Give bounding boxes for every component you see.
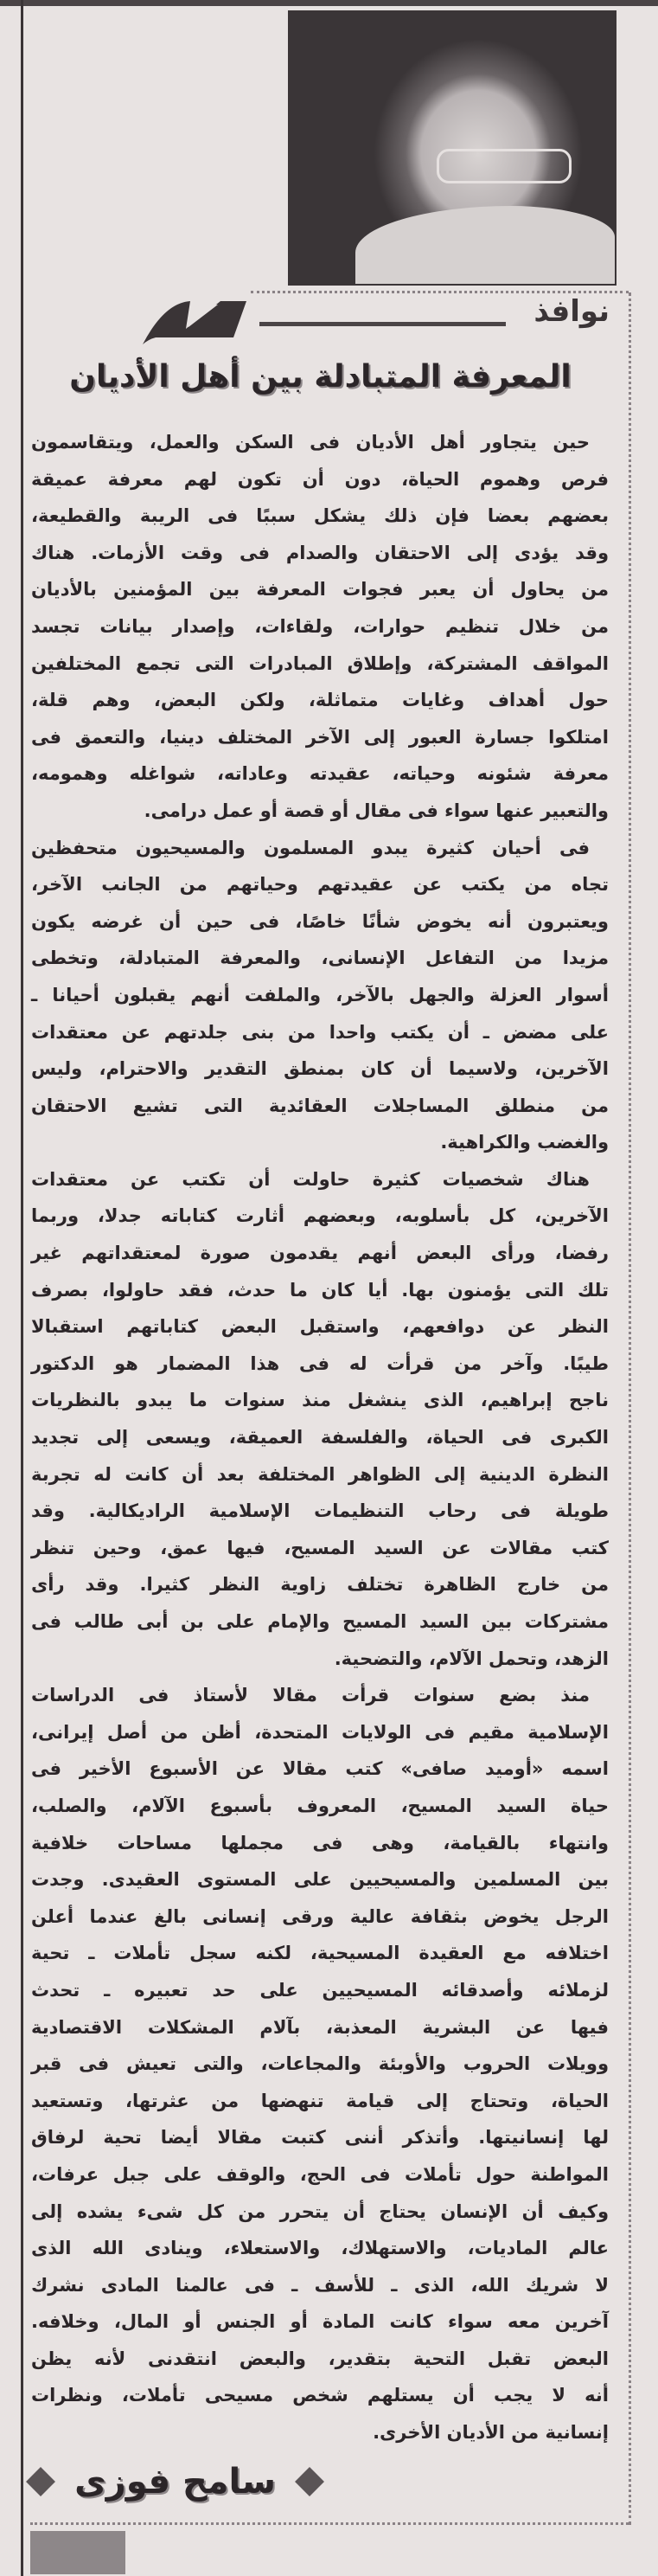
text-line: مزيدا من التفاعل الإنسانى، والمعرفة المتبادلة، وتخطى xyxy=(31,948,609,969)
gray-block xyxy=(30,2531,125,2574)
author-photo xyxy=(288,10,616,286)
column-rule xyxy=(21,0,23,2576)
article-body xyxy=(31,424,609,2451)
text-line: الحياة، وتحتاج إلى قيامة تنهضها من عثرتها، وتستعيد xyxy=(31,2090,609,2111)
text-line: حياة السيد المسيح، المعروف بأسبوع الآلام، والصلب، xyxy=(31,1795,609,1816)
paragraph xyxy=(31,1161,609,1677)
text-line: حين يتجاور أهل الأديان فى السكن والعمل، ويتقاسمون xyxy=(31,432,590,453)
text-line: هناك شخصيات كثيرة حاولت أن تكتب عن معتقدات xyxy=(31,1168,590,1190)
text-line: معرفة شئونه وحياته، عقيدته وعاداته، شواغله وهمومه، xyxy=(31,763,609,785)
text-line: من خارج الظاهرة تختلف زاوية النظر كثيرا. وقد رأى xyxy=(31,1574,609,1596)
text-line: أسوار العزلة والجهل بالآخر، والملفت أنهم يقبلون أحيانا ـ xyxy=(31,984,609,1005)
text-line: فيها عن البشرية المعذبة، بآلام المشكلات الاقتصادية xyxy=(31,2016,609,2038)
author-name: سامح فوزى xyxy=(74,2462,276,2502)
text-line: ويعتبرون أنه يخوض شأنًا خاصًا، فى حين أن غرضه يكون xyxy=(31,910,609,932)
text-line: المواقف المشتركة، وإطلاق المبادرات التى تجمع المختلفين xyxy=(31,652,609,674)
text-line: الإسلامية مقيم فى الولايات المتحدة، أظن من أصل إيرانى، xyxy=(31,1721,609,1743)
text-line: النظرة الدينية إلى الظواهر المختلفة بعد أن كانت له تجربة xyxy=(31,1463,609,1485)
text-line: الرجل يخوض بثقافة عالية ورقى إنسانى بالغ عندما أعلن xyxy=(31,1905,609,1927)
text-line: والغضب والكراهية. xyxy=(440,1132,609,1153)
section-label: نوافذ xyxy=(533,294,610,329)
text-line: البعض تقبل التحية بتقدير، والبعض انتقدنى لأنه يظن xyxy=(31,2348,609,2369)
text-line: إنسانية من الأديان الأخرى. xyxy=(373,2422,609,2444)
section-underline xyxy=(259,322,506,326)
paragraph xyxy=(31,830,609,1161)
dotted-header-border xyxy=(251,291,629,293)
section-logo-icon xyxy=(138,294,251,346)
text-line: بين المسلمين والمسيحيين على المستوى العقيدى. وجدت xyxy=(31,1869,609,1891)
photo-glasses xyxy=(437,149,572,183)
diamond-icon xyxy=(26,2467,55,2496)
text-line: بعضهم بعضا فإن ذلك يشكل سببًا فى الريبة والقطيعة، xyxy=(31,505,609,527)
text-line: منذ بضع سنوات قرأت مقالا لأستاذ فى الدراسات xyxy=(31,1685,590,1706)
text-line: وقد يؤدى إلى الاحتقان والصدام فى وقت الأزمات. هناك xyxy=(31,542,609,563)
text-line: الآخرين، ولاسيما أن كان بمنطق التقدير والاحترام، وليس xyxy=(31,1058,609,1080)
text-line: حول أهداف وغايات متماثلة، ولكن البعض، وهم قلة، xyxy=(31,690,609,711)
text-line: فى أحيان كثيرة يبدو المسلمون والمسيحيون متحفظين xyxy=(31,837,590,858)
text-line: كتب مقالات عن السيد المسيح، فيها عمق، وحين تنظر xyxy=(31,1537,609,1558)
photo-shoulders xyxy=(355,206,615,284)
paragraph xyxy=(31,424,609,830)
text-line: والتعبير عنها سواء فى مقال أو قصة أو عمل درامى. xyxy=(144,800,609,821)
text-line: الآخرين، كل بأسلوبه، وبعضهم أثارت كتاباته جدلا، وربما xyxy=(31,1205,609,1227)
text-line: النظر عن دوافعهم، واستقبل البعض كتاباتهم استقبالا xyxy=(31,1316,609,1338)
article-title: المعرفة المتبادلة بين أهل الأديان xyxy=(69,359,572,395)
text-line: وويلات الحروب والأوبئة والمجاعات، والتى تعيش فى قبر xyxy=(31,2053,609,2075)
text-line: من يحاول أن يعبر فجوات المعرفة بين المؤمنين بالأديان xyxy=(31,579,609,601)
text-line: آخرين معه سواء كانت المادة أو الجنس أو المال، وخلافه. xyxy=(31,2311,609,2333)
author-signature xyxy=(30,2462,320,2502)
top-border xyxy=(0,0,658,6)
dotted-column-border xyxy=(629,292,631,2525)
text-line: عالم الماديات، والاستهلاك، والاستعلاء، وينادى الله الذى xyxy=(31,2238,609,2259)
text-line: الزهد، وتحمل الآلام، والتضحية. xyxy=(334,1648,609,1669)
text-line: لزملائه وأصدقائه المسيحيين على حد تعبيره ـ تحدث xyxy=(31,1979,609,2001)
text-line: امتلكوا جسارة العبور إلى الآخر المختلف دينيا، والتعمق فى xyxy=(31,726,609,748)
text-line: تجاه من يكتب عن عقيدتهم وحياتهم من الجانب الآخر، xyxy=(31,874,609,896)
text-line: اختلافه مع العقيدة المسيحية، لكنه سجل تأملات ـ تحية xyxy=(31,1943,609,1964)
text-line: تلك التى يؤمنون بها. أيا كان ما حدث، فقد حاولوا، بصرف xyxy=(31,1279,609,1301)
text-line: وكيف أن الإنسان يحتاج أن يتحرر من كل شىء يشده إلى xyxy=(31,2200,609,2222)
text-line: رفضا، ورأى البعض أنهم يقدمون صورة لمعتقداتهم غير xyxy=(31,1243,609,1264)
text-line: طيبًا. وآخر من قرأت له فى هذا المضمار هو الدكتور xyxy=(31,1352,609,1374)
text-line: من خلال تنظيم حوارات، ولقاءات، وإصدار بيانات تجسد xyxy=(31,615,609,637)
text-line: لها إنسانيتها. وأتذكر أننى كتبت مقالا أيضا تحية لرفاق xyxy=(31,2127,609,2149)
text-line: لا شريك الله، الذى ـ للأسف ـ فى عالمنا المادى نشرك xyxy=(31,2274,609,2296)
diamond-icon xyxy=(295,2467,324,2496)
dotted-bottom-border xyxy=(30,2522,629,2525)
text-line: وانتهاء بالقيامة، وهى فى مجملها مساحات خلافية xyxy=(31,1832,609,1853)
paragraph xyxy=(31,1677,609,2451)
text-line: طويلة فى رحاب التنظيمات الإسلامية الراديكالية. وقد xyxy=(31,1500,609,1522)
text-line: مشتركات بين السيد المسيح والإمام على بن أبى طالب فى xyxy=(31,1611,609,1632)
text-line: ناجح إبراهيم، الذى ينشغل منذ سنوات ما يبدو بالنظريات xyxy=(31,1390,609,1411)
text-line: أنه لا يجب أن يستلهم شخص مسيحى تأملات، ونظرات xyxy=(31,2385,609,2406)
text-line: على مضض ـ أن يكتب واحدا من بنى جلدتهم عن معتقدات xyxy=(31,1021,609,1043)
text-line: المواطنة حول تأملات فى الحج، والوقف على جبل عرفات، xyxy=(31,2163,609,2185)
text-line: فرص وهموم الحياة، دون أن تكون لهم معرفة عميقة xyxy=(31,468,609,490)
text-line: اسمه «أوميد صافى» كتب مقالا عن الأسبوع الأخير فى xyxy=(31,1758,609,1780)
text-line: من منطلق المساجلات العقائدية التى تشيع الاحتقان xyxy=(31,1095,609,1116)
text-line: الكبرى فى الحياة، والفلسفة العميقة، ويسعى إلى تجديد xyxy=(31,1427,609,1449)
